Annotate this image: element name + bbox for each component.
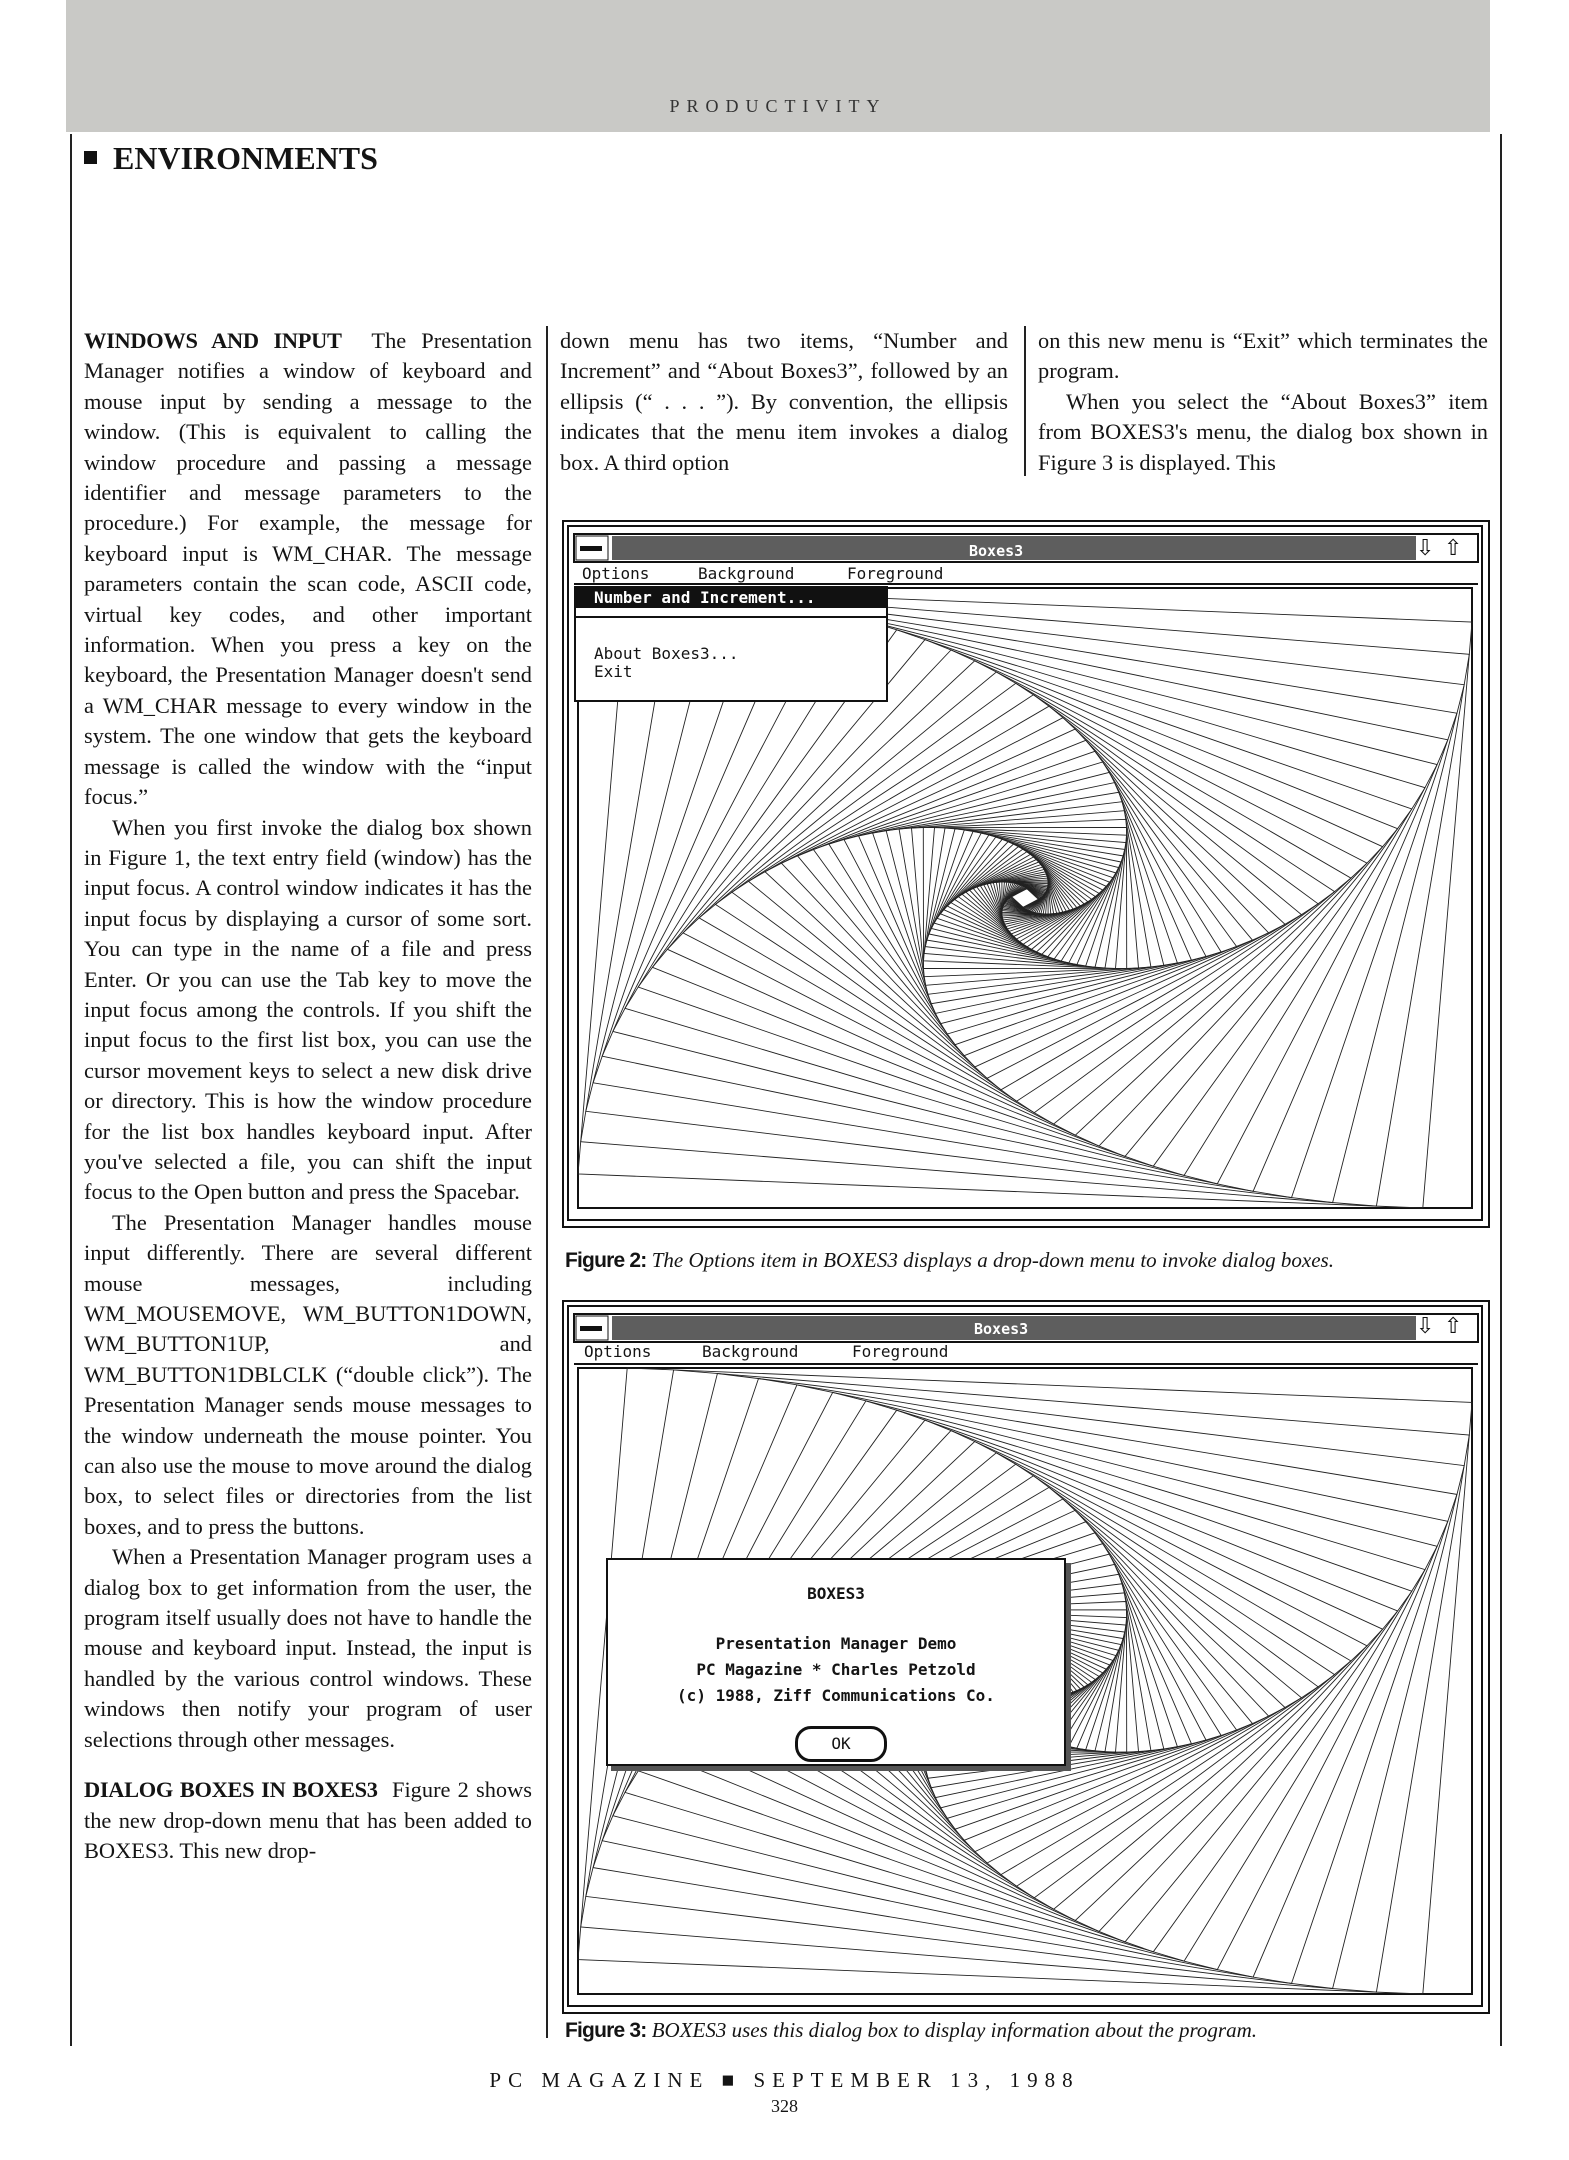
subhead: DIALOG BOXES IN BOXES3 — [84, 1777, 378, 1803]
paragraph-text: The Presentation Manager notifies a window of keyboard and mouse input by sending a message to the window. (This is equivalent to calling the window procedure and passing a message identifier and message parameters to the procedure.) For example, the message for keyboard input is WM_CHAR. The message parameters contain the scan code, ASCII code, virtual key codes, and other important information. When you press a key on the keyboard, the Presentation Manager doesn't send a WM_CHAR message to every window in the system. The one window that gets the keyboard message is called the window with the “input focus.” — [84, 328, 532, 810]
system-menu-icon — [580, 546, 602, 551]
article-column-2 — [560, 326, 1008, 478]
article-column-1 — [84, 326, 532, 1866]
paragraph: on this new menu is “Exit” which terminates the program. — [1038, 328, 1488, 384]
paragraph — [84, 326, 532, 813]
square-bullet-icon — [84, 151, 97, 164]
menu-item-number-and-increment[interactable] — [576, 588, 886, 608]
menu-foreground[interactable]: Foreground — [847, 564, 944, 583]
paragraph: When you select the “About Boxes3” item from BOXES3's menu, the dialog box shown in Figure 3 is displayed. This — [1038, 388, 1488, 475]
dialog-line: PC Magazine * Charles Petzold — [696, 1660, 976, 1679]
article-column-3 — [1038, 326, 1488, 478]
menu-options[interactable]: Options — [582, 564, 650, 583]
department-heading — [84, 140, 378, 177]
about-dialog — [606, 1558, 1066, 1766]
figure2-screenshot — [562, 520, 1490, 1228]
menu-item-label: Number and Increment... — [594, 588, 816, 607]
minimize-arrow-icon[interactable]: ⇩ — [1416, 536, 1435, 561]
subhead: WINDOWS AND INPUT — [84, 328, 342, 353]
menu-separator — [576, 616, 886, 618]
menu-background[interactable]: Background — [702, 1342, 799, 1361]
window-title: Boxes3 — [974, 1320, 1029, 1338]
system-menu-icon — [580, 1326, 602, 1331]
menu-foreground[interactable]: Foreground — [852, 1342, 949, 1361]
menu-bar — [582, 564, 1472, 586]
options-dropdown-menu — [574, 586, 888, 702]
menu-bar — [584, 1342, 1474, 1364]
menu-item-about-boxes3[interactable]: About Boxes3... — [594, 644, 739, 663]
figure3-caption — [565, 2018, 1257, 2043]
section-label: PRODUCTIVITY — [669, 96, 887, 116]
dialog-line: (c) 1988, Ziff Communications Co. — [677, 1686, 995, 1705]
menu-background[interactable]: Background — [698, 564, 795, 583]
dialog-line: Presentation Manager Demo — [715, 1634, 957, 1653]
caption-text: BOXES3 uses this dialog box to display information about the program. — [651, 2018, 1258, 2042]
paragraph — [84, 1775, 532, 1866]
caption-label: Figure 2: — [565, 1249, 647, 1272]
column-rule — [546, 326, 548, 2038]
window-title: Boxes3 — [969, 542, 1024, 560]
paragraph: When you first invoke the dialog box shown in Figure 1, the text entry field (window) has the input focus. A control window indicates it has the input focus by displaying a cursor of some sort. You can type in the name of a file and press Enter. Or you can use the Tab key to move the input focus among the controls. If you shift the input focus to the first list box, you can use the cursor movement keys to select a new disk drive or directory. This is how the window procedure for the list box handles keyboard input. After you've selected a file, you can shift the input focus to the Open button and press the Spacebar. — [84, 814, 532, 1205]
menu-item-exit[interactable]: Exit — [594, 662, 633, 681]
column-rule — [1024, 326, 1026, 476]
menu-options[interactable]: Options — [584, 1342, 652, 1361]
maximize-arrow-icon[interactable]: ⇧ — [1444, 536, 1463, 561]
caption-label: Figure 3: — [565, 2019, 647, 2042]
footer-page — [0, 2096, 1569, 2117]
paragraph-text: Figure 2 shows the new drop-down menu that has been added to BOXES3. This new drop- — [84, 1777, 532, 1863]
maximize-arrow-icon[interactable]: ⇧ — [1444, 1314, 1463, 1339]
footer-magazine-line: PC MAGAZINE ■ SEPTEMBER 13, 1988 — [489, 2068, 1080, 2092]
department-title: ENVIRONMENTS — [113, 140, 378, 176]
figure3-screenshot — [562, 1300, 1490, 2014]
figure2-caption — [565, 1248, 1334, 1273]
dialog-title: BOXES3 — [807, 1584, 865, 1603]
page-number: 328 — [771, 2096, 798, 2116]
paragraph: When a Presentation Manager program uses a dialog box to get information from the user, the program itself usually does not have to handle the mouse and keyboard input. Instead, the input is handled by the various control windows. These windows then notify your program of user selections through other messages. — [84, 1544, 532, 1752]
caption-text: The Options item in BOXES3 displays a drop-down menu to invoke dialog boxes. — [651, 1248, 1334, 1272]
paragraph: down menu has two items, “Number and Increment” and “About Boxes3”, followed by an ellipsis (“ . . . ”). By convention, the ellipsis indicates that the menu item invokes a dialog box. A third option — [560, 328, 1008, 475]
paragraph: The Presentation Manager handles mouse input differently. There are several different mouse messages, including WM_MOUSEMOVE, WM_BUTTON1DOWN, WM_BUTTON1UP, and WM_BUTTON1DBLCLK (“double click”). The Presentation Manager sends mouse messages to the window underneath the mouse pointer. You can also use the mouse to move around the dialog box, to select files or directories from the list boxes, and to press the buttons. — [84, 1209, 532, 1539]
minimize-arrow-icon[interactable]: ⇩ — [1416, 1314, 1435, 1339]
ok-button[interactable]: OK — [795, 1726, 887, 1762]
footer-magazine — [0, 2068, 1569, 2093]
